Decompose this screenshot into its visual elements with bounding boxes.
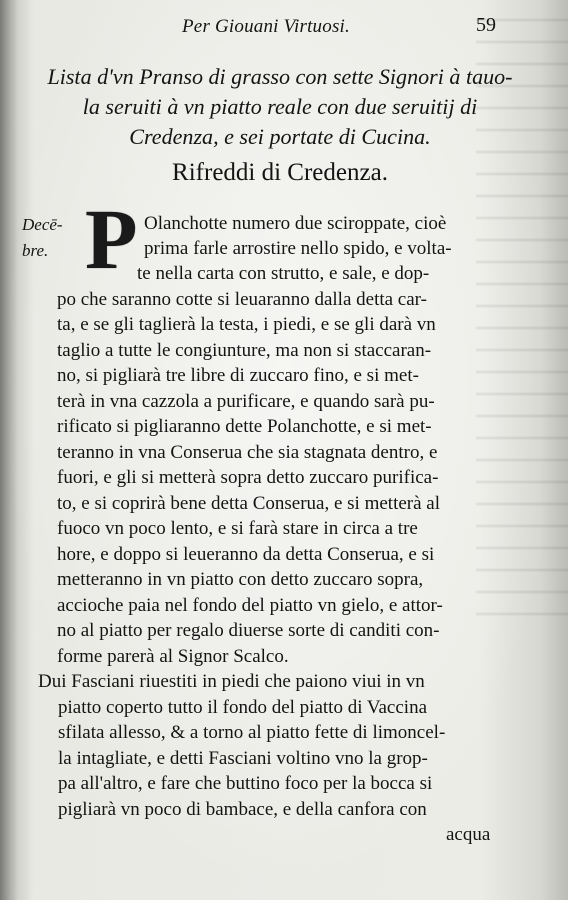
page-number: 59 (476, 14, 496, 36)
heading-line: la seruiti à vn piatto reale con due seruitij di (82, 94, 478, 119)
first-paragraph-line: taglio a tutte le congiunture, ma non si staccaran- (57, 340, 432, 361)
second-paragraph-line: sfilata allesso, & a torno al piatto fette di limoncel- (58, 722, 446, 743)
second-paragraph-line: pigliarà vn poco di bambace, e della canfora con (58, 799, 427, 820)
first-paragraph-line: terà in vna cazzola a purificare, e quando sarà pu- (57, 391, 435, 412)
first-paragraph-line: fuoco vn poco lento, e si farà stare in circa a tre (57, 518, 418, 539)
heading-line: Credenza, e sei portate di Cucina. (129, 124, 431, 149)
first-paragraph-line: Olanchotte numero due sciroppate, cioè (144, 213, 447, 234)
second-paragraph-line: pa all'altro, e fare che buttino foco per la bocca si (58, 773, 433, 794)
first-paragraph-line: forme parerà al Signor Scalco. (57, 646, 289, 667)
first-paragraph-line: metteranno in vn piatto con detto zuccaro sopra, (57, 569, 424, 590)
heading-line: Lista d'vn Pranso di grasso con sette Signori à tauo- (47, 64, 513, 89)
first-paragraph-line: hore, e doppo si leueranno da detta Conserua, e si (57, 544, 435, 565)
first-paragraph-line: te nella carta con strutto, e sale, e dop- (137, 263, 430, 284)
margin-note-line: bre. (22, 241, 49, 260)
first-paragraph-line: to, e si coprirà bene detta Conserua, e si metterà al (57, 493, 441, 514)
second-paragraph-line: la intagliate, e detti Fasciani voltino vno la grop- (58, 748, 428, 769)
section-subheading: Rifreddi di Credenza. (172, 159, 388, 186)
second-paragraph-line: piatto coperto tutto il fondo del piatto di Vaccina (58, 697, 428, 718)
first-paragraph-line: no, si pigliarà tre libre di zuccaro fino, e si met- (57, 365, 419, 386)
running-title: Per Giouani Virtuosi. (182, 16, 350, 37)
margin-note-line: Decē- (22, 215, 63, 234)
first-paragraph-line: teranno in vna Conserua che sia stagnata dentro, e (57, 442, 438, 463)
second-paragraph-line: Dui Fasciani riuestiti in piedi che paiono viui in vn (38, 671, 425, 692)
first-paragraph-line: po che saranno cotte si leuaranno dalla detta car- (57, 289, 427, 310)
first-paragraph-line: fuori, e gli si metterà sopra detto zuccaro purifica- (57, 467, 439, 488)
first-paragraph-line: rificato si pigliaranno dette Polanchotte, e si met- (57, 416, 432, 437)
catchword: acqua (446, 824, 491, 845)
first-paragraph-line: prima farle arrostire nello spido, e volta- (144, 238, 452, 259)
drop-cap: P (85, 191, 138, 287)
first-paragraph-line: accioche paia nel fondo del piatto vn gielo, e attor- (57, 595, 443, 616)
first-paragraph-line: no al piatto per regalo diuerse sorte di canditi con- (57, 620, 440, 641)
first-paragraph-line: ta, e se gli taglierà la testa, i piedi, e se gli darà vn (57, 314, 436, 335)
